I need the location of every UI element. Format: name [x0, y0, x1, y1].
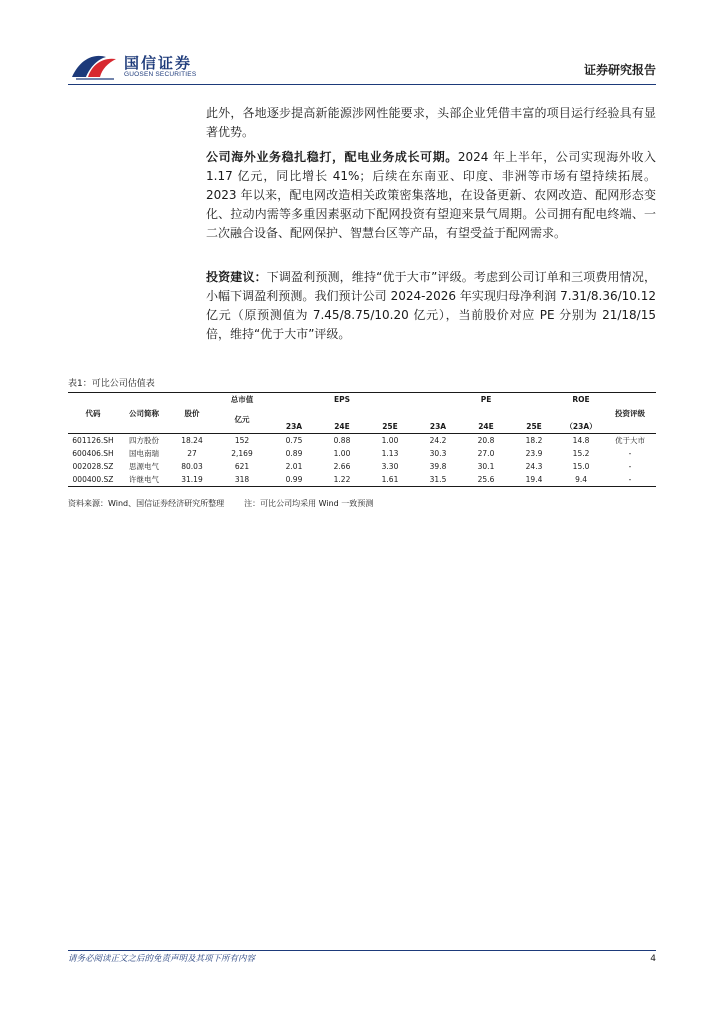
cell-mktcap: 621: [234, 462, 250, 471]
page-number: 4: [650, 954, 656, 964]
cell-pe-25e: 18.2: [525, 436, 543, 445]
cell-eps-24e: 2.66: [333, 462, 351, 471]
cell-price: 80.03: [181, 462, 203, 471]
table-row: [68, 434, 656, 448]
cell-mktcap: 2,169: [231, 449, 253, 458]
cell-pe-24e: 20.8: [477, 436, 495, 445]
table-row: [68, 447, 656, 460]
page-header: [68, 48, 656, 84]
cell-code: 002028.SZ: [72, 462, 114, 471]
cell-pe-23a: 31.5: [414, 473, 462, 487]
cell-pe-24e: 30.1: [477, 462, 495, 471]
logo-subtitle: GUOSEN SECURITIES: [124, 71, 197, 78]
header-divider: [68, 84, 656, 85]
cell-eps-23a: 0.89: [285, 449, 303, 458]
cell-rating: 优于大市: [615, 436, 646, 445]
valuation-table-container: [68, 392, 656, 487]
cell-name: 思源电气: [129, 462, 159, 471]
valuation-table: [68, 392, 656, 487]
footer-disclaimer: 请务必阅读正文之后的免责声明及其项下所有内容: [68, 954, 256, 964]
header-rating: 投资评级: [604, 393, 656, 434]
cell-code: 000400.SZ: [68, 473, 118, 487]
header-roe-sub: （23A）: [558, 420, 604, 434]
paragraph-heading: 公司海外业务稳扎稳打，配电业务成长可期。: [206, 150, 458, 164]
source-note: 注：可比公司均采用 Wind 一致预测: [244, 499, 374, 508]
cell-name: 许继电气: [118, 473, 170, 487]
header-code: 代码: [68, 393, 118, 434]
cell-eps-25e: 3.30: [381, 462, 399, 471]
cell-pe-23a: 30.3: [429, 449, 447, 458]
cell-eps-24e: 1.00: [333, 449, 351, 458]
logo-name: 国信证券: [124, 54, 193, 72]
header-spacer: [270, 406, 414, 420]
cell-eps-23a: 0.99: [270, 473, 318, 487]
cell-rating: -: [628, 449, 632, 458]
guosen-logo: [68, 48, 208, 84]
cell-roe: 9.4: [558, 473, 604, 487]
paragraph-text: 下调盈利预测，维持“优于大市”评级。考虑到公司订单和三项费用情况，小幅下调盈利预测。我们预计公司 2024-2026 年实现归母净利润 7.31/8.36/10.12 亿元（原预测值为 7.45/8.75/10.20 亿元），当前股价对应 PE 分别为 21/18/15 倍，维持“优于大市”评级。: [206, 270, 656, 341]
cell-mktcap: 318: [214, 473, 270, 487]
report-type-label: 证券研究报告: [583, 63, 656, 77]
cell-pe-24e: 25.6: [462, 473, 510, 487]
cell-eps-25e: 1.13: [381, 449, 399, 458]
cell-mktcap: 152: [234, 436, 250, 445]
cell-eps-23a: 0.75: [285, 436, 303, 445]
cell-pe-25e: 19.4: [510, 473, 558, 487]
header-eps: EPS: [270, 393, 414, 407]
cell-price: 31.19: [170, 473, 214, 487]
cell-roe: 14.8: [572, 436, 590, 445]
header-eps-25e: 25E: [366, 420, 414, 434]
cell-price: 27: [187, 449, 197, 458]
table-row: [68, 460, 656, 473]
paragraph-heading: 投资建议：: [206, 270, 267, 284]
cell-pe-25e: 24.3: [525, 462, 543, 471]
cell-name: 国电南瑞: [129, 449, 159, 458]
header-pe: PE: [414, 393, 558, 407]
header-mktcap-unit: 亿元: [214, 406, 270, 434]
cell-eps-23a: 2.01: [285, 462, 303, 471]
header-pe-24e: 24E: [462, 420, 510, 434]
header-eps-24e: 24E: [318, 420, 366, 434]
header-price: 股价: [170, 393, 214, 434]
header-roe: ROE: [558, 393, 604, 407]
cell-roe: 15.2: [572, 449, 590, 458]
header-eps-23a: 23A: [270, 420, 318, 434]
cell-pe-23a: 24.2: [429, 436, 447, 445]
header-spacer: [414, 406, 558, 420]
cell-pe-25e: 23.9: [525, 449, 543, 458]
source-text: 资料来源：Wind、国信证券经济研究所整理: [68, 499, 225, 508]
header-name: 公司简称: [118, 393, 170, 434]
table-source: [68, 498, 373, 509]
cell-eps-25e: 1.00: [381, 436, 399, 445]
header-pe-25e: 25E: [510, 420, 558, 434]
cell-pe-24e: 27.0: [477, 449, 495, 458]
paragraph-overseas-business: [206, 148, 656, 243]
paragraph-grid-requirements: 此外，各地逐步提高新能源涉网性能要求，头部企业凭借丰富的项目运行经验具有显著优势。: [206, 106, 656, 139]
header-spacer: [558, 406, 604, 420]
footer-divider: [68, 950, 656, 951]
cell-price: 18.24: [181, 436, 203, 445]
cell-code: 600406.SH: [72, 449, 114, 458]
table-caption: 表1：可比公司估值表: [68, 379, 155, 389]
header-mktcap: 总市值: [214, 393, 270, 407]
cell-eps-25e: 1.61: [366, 473, 414, 487]
cell-rating: -: [628, 462, 632, 471]
cell-eps-24e: 1.22: [318, 473, 366, 487]
paragraph-investment-advice: [206, 268, 656, 344]
cell-code: 601126.SH: [72, 436, 114, 445]
header-pe-23a: 23A: [414, 420, 462, 434]
cell-name: 四方股份: [129, 436, 159, 445]
cell-rating: -: [604, 473, 656, 487]
cell-eps-24e: 0.88: [333, 436, 351, 445]
guosen-logo-icon: [70, 51, 118, 81]
cell-roe: 15.0: [572, 462, 590, 471]
cell-pe-23a: 39.8: [429, 462, 447, 471]
table-row: [68, 473, 656, 487]
paragraph-text: 2024 年上半年，公司实现海外收入 1.17 亿元，同比增长 41%；后续在东南亚、印度、非洲等市场有望持续拓展。2023 年以来，配电网改造相关政策密集落地，在设备更新、农网改造、配网形态变化、拉动内需等多重因素驱动下配网投资有望迎来景气周期。公司拥有配电终端、一二次融合设备、配网保护、智慧台区等产品，有望受益于配网需求。: [206, 150, 656, 240]
